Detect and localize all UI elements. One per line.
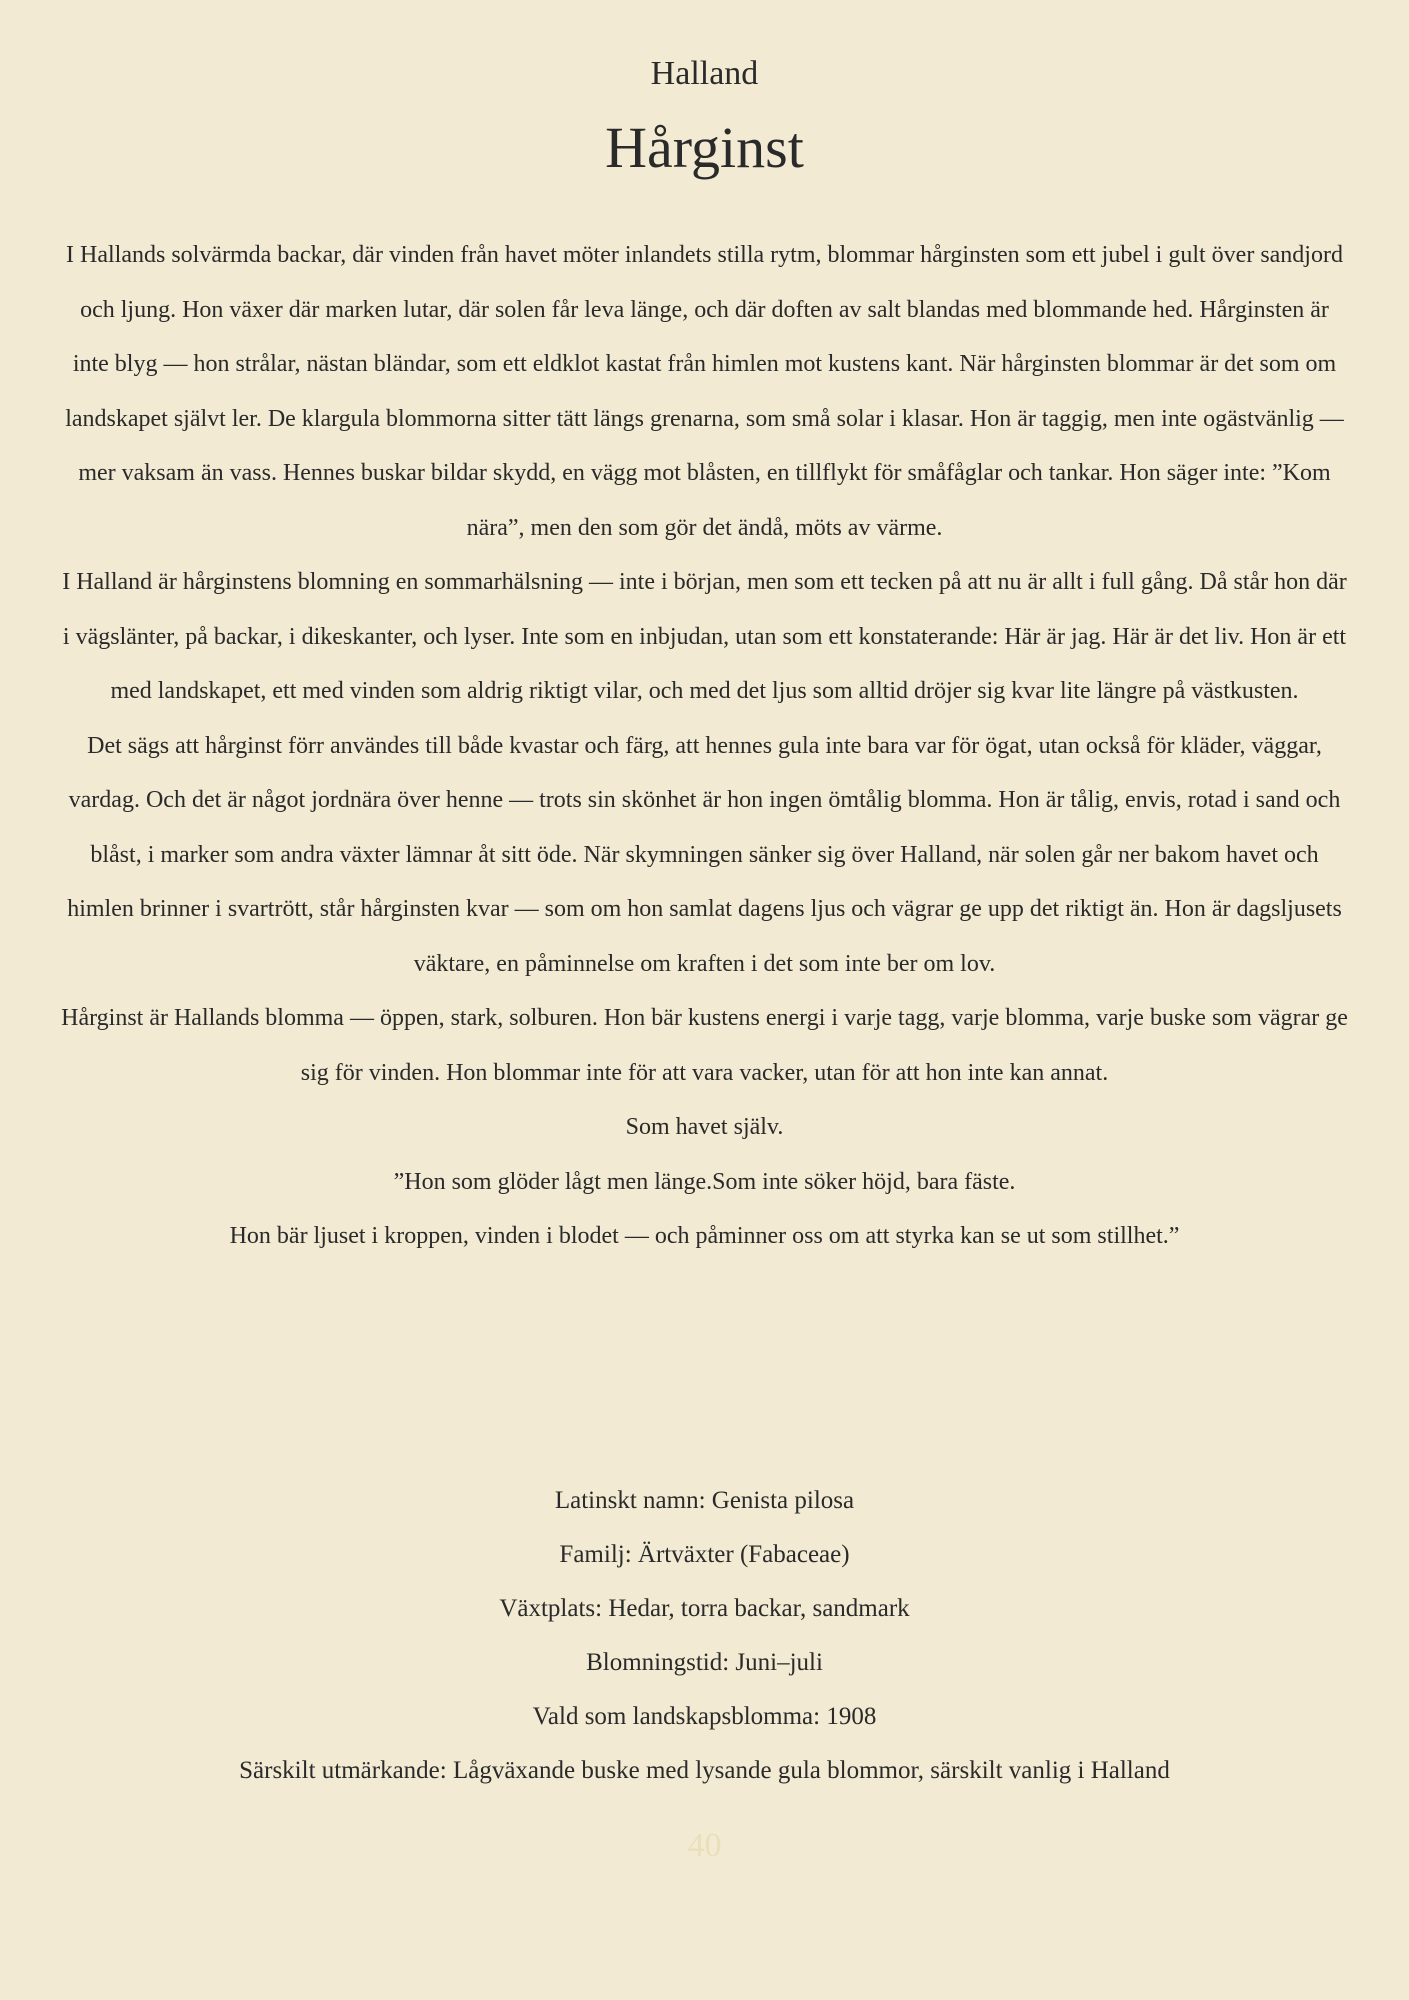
fact-habitat: Växtplats: Hedar, torra backar, sandmark xyxy=(499,1595,910,1622)
page-number: 40 xyxy=(687,1827,722,1864)
fact-distinctive: Särskilt utmärkande: Lågväxande buske med lysande gula blommor, särskilt vanlig i Halland xyxy=(239,1757,1170,1784)
page-title: Hårginst xyxy=(605,115,804,180)
paragraph: I Halland är hårginstens blomning en sommarhälsning — inte i början, men som ett tecken på att nu är allt i full gång. Då står hon där i vägslänter, på backar, i dikeskanter, och lyser. Inte som en inbjudan, utan som ett konstaterande: Här är jag. Här är det liv. Hon är ett med landskapet, ett med vinden som aldrig riktigt vilar, och med det ljus som alltid dröjer sig kvar lite längre på västkusten. xyxy=(62,569,1347,704)
quote-line: ”Hon som glöder lågt men länge.Som inte söker höjd, bara fäste. xyxy=(393,1168,1016,1195)
paragraph: Som havet själv. xyxy=(625,1114,784,1140)
fact-list xyxy=(60,1474,1349,1798)
fact-flowering-time: Blomningstid: Juni–juli xyxy=(586,1649,823,1676)
fact-latin-name: Latinskt namn: Genista pilosa xyxy=(554,1487,855,1514)
body-text xyxy=(60,228,1349,1264)
quote-line: Hon bär ljuset i kroppen, vinden i blodet — och påminner oss om att styrka kan se ut som stillhet.” xyxy=(229,1223,1180,1249)
fact-chosen-year: Vald som landskapsblomma: 1908 xyxy=(532,1703,877,1730)
region-heading: Halland xyxy=(650,55,759,92)
paragraph: I Hallands solvärmda backar, där vinden från havet möter inlandets stilla rytm, blommar hårginsten som ett jubel i gult över sandjord och ljung. Hon växer där marken lutar, där solen får leva länge, och där doften av salt blandas med blommande hed. Hårginsten är inte blyg — hon strålar, nästan bländar, som ett eldklot kastat från himlen mot kustens kant. När hårginsten blommar är det som om landskapet självt ler. De klargula blommorna sitter tätt längs grenarna, som små solar i klasar. Hon är taggig, men inte ogästvänlig — mer vaksam än vass. Hennes buskar bildar skydd, en vägg mot blåsten, en tillflykt för småfåglar och tankar. Hon säger inte: ”Kom nära”, men den som gör det ändå, möts av värme. xyxy=(65,242,1344,541)
paragraph: Hårginst är Hallands blomma — öppen, stark, solburen. Hon bär kustens energi i varje tagg, varje blomma, varje buske som vägrar ge sig för vinden. Hon blommar inte för att vara vacker, utan för att hon inte kan annat. xyxy=(61,1005,1348,1086)
paragraph: Det sägs att hårginst förr användes till både kvastar och färg, att hennes gula inte bara var för ögat, utan också för kläder, väggar, vardag. Och det är något jordnära över henne — trots sin skönhet är hon ingen ömtålig blomma. Hon är tålig, envis, rotad i sand och blåst, i marker som andra växter lämnar åt sitt öde. När skymningen sänker sig över Halland, när solen går ner bakom havet och himlen brinner i svartrött, står hårginsten kvar — som om hon samlat dagens ljus och vägrar ge upp det riktigt än. Hon är dagsljusets väktare, en påminnelse om kraften i det som inte ber om lov. xyxy=(67,732,1342,977)
fact-family: Familj: Ärtväxter (Fabaceae) xyxy=(559,1541,850,1568)
